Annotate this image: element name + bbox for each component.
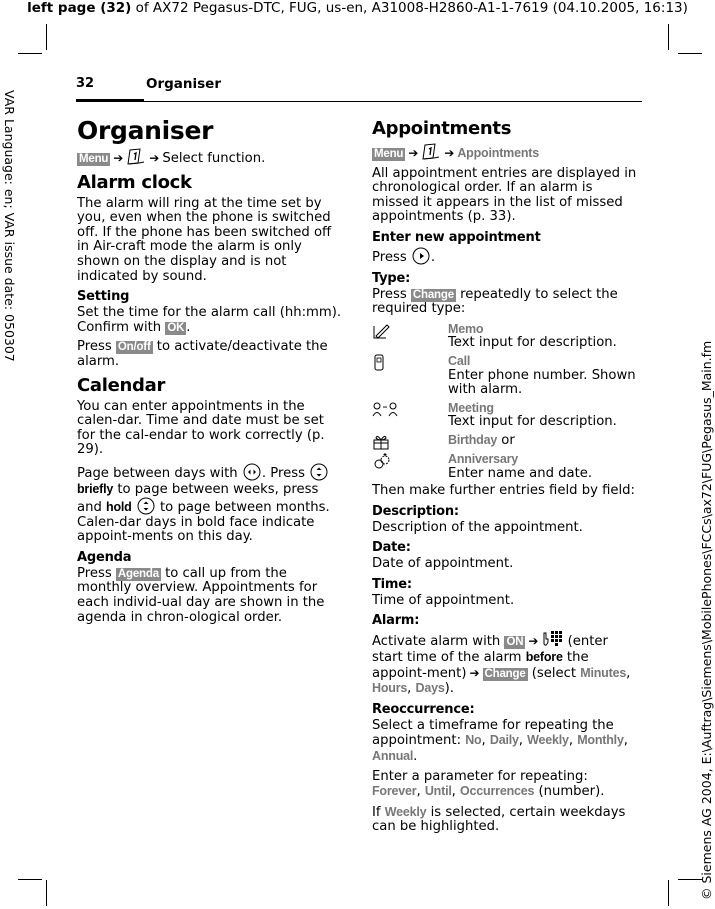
memo-icon [372,322,392,340]
left-margin-note [0,90,18,362]
setting-text-end: . [186,319,191,335]
toggle-text [77,340,345,369]
type-suffix: or [497,432,515,448]
call-icon [372,354,386,372]
keypad-icon [541,630,563,648]
agenda-text-rest: to call up from the monthly overview. Appointments for each individ-ual day are shown in the agenda in chron-ological order. [77,565,325,625]
menu-path [77,148,345,167]
type-name: Call [448,353,471,368]
agenda-text [77,567,345,625]
nav-left-right-icon [242,463,262,481]
weekly-text [372,805,640,835]
reoccurrence-label: Reoccurrence: [372,701,475,717]
type-desc: Text input for description. [448,414,617,430]
left-margin-text: VAR Language: en; VAR issue date: 050307 [2,90,17,362]
type-text-rest: repeatedly to select the required type: [372,286,618,317]
crop-mark [46,880,47,906]
on-softkey: ON [506,636,524,649]
alarm-clock-heading: Alarm clock [77,171,192,193]
page-label: left page (32) [27,0,132,16]
nav-right-icon [411,247,431,265]
type-row-birthday [372,433,640,449]
press-text: . Press [261,465,305,481]
parameter-text-end: (number). [538,784,605,800]
path-select-text: Select function. [162,151,266,166]
forever-option: Forever [372,784,417,799]
arrow-icon: ➔ [469,665,480,680]
agenda-heading: Agenda [77,549,132,565]
until-option: Until [424,784,452,799]
parameter-text-a: Enter a parameter for repeating: [372,768,588,784]
press-text: Press [372,286,407,302]
meeting-icon [372,401,398,419]
alarm-text-c: the appoint-ment) [372,650,589,681]
briefly-text: briefly [77,481,114,496]
arrow-icon: ➔ [528,634,539,649]
calendar-nav-text [77,463,345,545]
arrow-icon: ➔ [113,151,124,165]
document-info: of AX72 Pegasus-DTC, FUG, us-en, A31008-H2860-A1-1-7619 (04.10.2005, 16:13) [131,0,688,16]
crop-mark [678,53,702,54]
type-row-anniversary [372,452,640,481]
reoccurrence-text-a: Select a timeframe for repeating the appointment: [372,717,614,749]
header-rule-thick [76,99,144,102]
type-name: Meeting [448,400,494,415]
document-info-line [0,0,715,16]
reocc-option: Weekly [527,733,569,748]
alarm-text-end: ). [444,681,454,697]
right-margin-text: © Siemens AG 2004, E:\Auftrag\Siemens\MobilePhones\FCCs\ax72\FUG\Pegasus_Main.fm [699,340,714,900]
setting-text-a: Set the time for the alarm call (hh:mm). Confirm with [77,305,342,335]
organiser-icon [126,148,146,165]
hold-text: hold [106,500,132,515]
setting-heading: Setting [77,289,130,305]
occurrences-option: Occurrences [460,784,535,799]
menu-softkey: Menu [374,148,404,160]
organiser-icon [421,143,441,160]
appointments-heading: Appointments [372,118,512,139]
appointment-types [372,322,640,481]
page-title: Organiser [77,116,214,145]
running-header-title: Organiser [146,76,221,92]
setting-text [77,306,345,335]
press-text: Press [77,565,112,581]
ok-softkey: OK [167,321,185,334]
alarm-text-d: (select [531,665,577,681]
reocc-option: No [465,733,482,748]
date-text: Date of appointment. [372,556,514,572]
left-column [77,116,345,630]
alarm-text-a: Activate alarm with [372,634,501,650]
change-softkey: Change [412,288,454,301]
calendar-end-text: to page between months. Calen-dar days in bold face indicate appoint-ments on this day. [77,500,330,545]
alarm-text-b: (enter start time of the alarm [372,634,608,666]
calendar-intro: You can enter appointments in the calen-dar. Time and date must be set for the cal-endar to work correctly (p. 29). [77,398,325,458]
appointments-intro: All appointment entries are displayed in chronological order. If an alarm is missed it appears in the list of missed appointments (p. 33). [372,165,637,225]
right-margin-note [697,340,715,900]
appointments-menu-item: Appointments [457,146,539,160]
description-text: Description of the appointment. [372,519,583,535]
reoccurrence-text: Select a timeframe for repeating the appointment: No, Daily, Weekly, Monthly, Annual. [372,717,628,765]
menu-path [372,143,640,162]
birthday-icon [372,433,392,451]
toggle-text-rest: to activate/deactivate the alarm. [77,339,328,369]
crop-mark [668,24,669,50]
type-row-call [372,354,640,398]
type-name: Birthday [448,432,498,447]
crop-mark [668,880,669,906]
date-label: Date: [372,540,411,556]
type-desc: Text input for description. [448,335,617,351]
arrow-icon: ➔ [408,146,419,160]
right-column [372,116,640,840]
alarm-label: Alarm: [372,613,420,629]
type-text [372,288,640,317]
type-name: Anniversary [448,451,519,466]
weekly-option: Weekly [384,804,427,819]
alarm-intro: The alarm will ring at the time set by you, even when the phone is switched off. If the phone has been switched off in Air-craft mode the alarm is only shown on the display and is not indicated by sound. [77,195,332,284]
press-text: Press [77,339,112,355]
calendar-mid-text: to page between weeks, press and [77,481,319,516]
crop-mark [18,53,42,54]
press-text: Press [372,249,407,265]
time-text: Time of appointment. [372,592,515,608]
weekly-text-rest: is selected, certain weekdays can be highlighted. [372,804,626,835]
calendar-heading: Calendar [77,374,166,396]
before-text: before [525,650,563,665]
arrow-icon: ➔ [149,151,160,165]
nav-up-down-icon [309,463,329,481]
description-label: Description: [372,503,459,519]
then-text: Then make further entries field by field: [372,483,635,499]
reocc-option: Monthly [577,733,624,748]
on-off-softkey: On/off [117,341,151,354]
time-label: Time: [372,576,412,592]
type-row-meeting [372,401,640,430]
type-desc: Enter phone number. Shown with alarm. [448,367,636,398]
type-label: Type: [372,270,411,286]
reocc-option: Daily [489,733,519,748]
change-softkey: Change [484,667,526,680]
page-between-text: Page between days with [77,465,238,481]
crop-mark [18,879,42,880]
menu-softkey: Menu [79,153,109,165]
enter-new-heading: Enter new appointment [372,229,541,245]
anniversary-icon [372,452,392,470]
agenda-softkey: Agenda [117,567,159,580]
crop-mark [46,24,47,50]
header-rule [144,101,642,102]
alarm-text: Activate alarm with ON ➔ (enter start time of the alarm before the appoint-ment) ➔ Change (select Minutes, Hours, Days). [372,630,640,696]
reocc-option: Annual [372,749,414,764]
weekly-if: If [372,804,381,820]
page-number: 32 [76,76,95,91]
hours-option: Hours [372,681,408,696]
days-option: Days [415,681,445,696]
nav-up-down-icon [136,497,156,515]
minutes-option: Minutes [580,665,627,680]
period-text: . [430,249,436,265]
parameter-text: Enter a parameter for repeating: Forever, Until, Occurrences (number). [372,768,605,800]
type-desc: Enter name and date. [448,465,593,481]
arrow-icon: ➔ [444,146,455,160]
type-name: Memo [448,321,484,336]
type-row-memo [372,322,640,351]
press-nav-text [372,247,640,266]
